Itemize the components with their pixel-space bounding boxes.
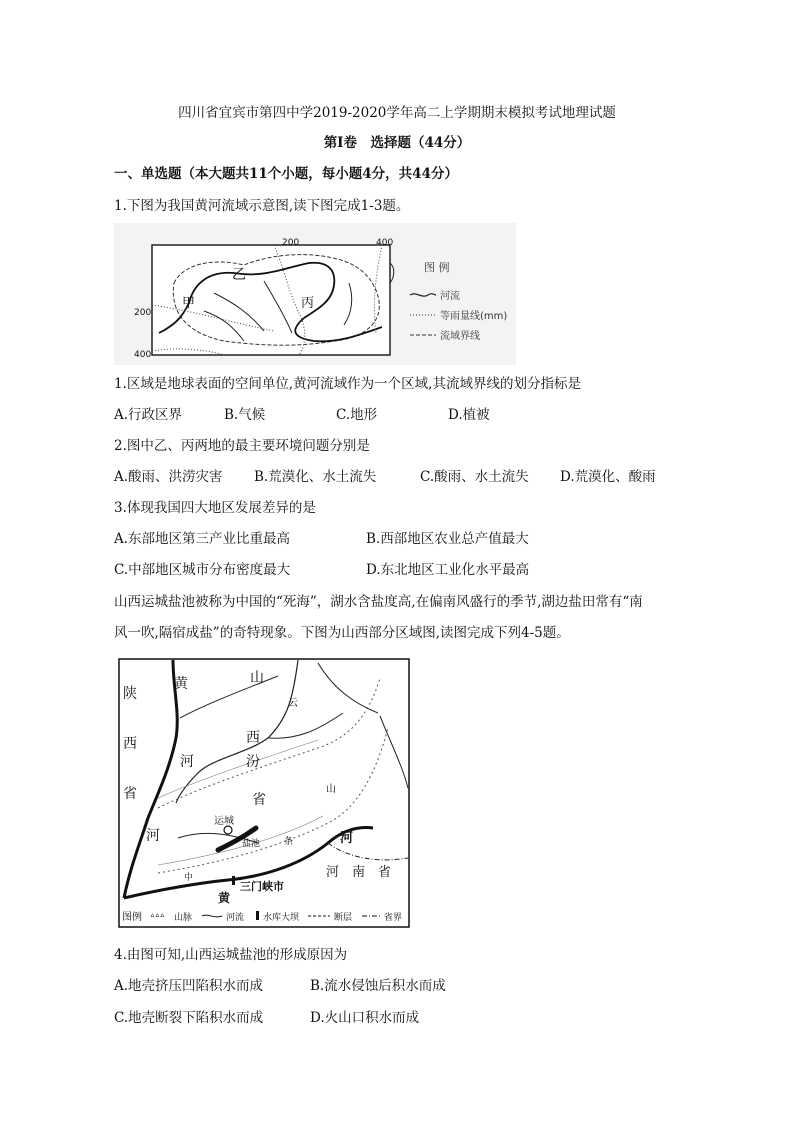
question-3-option-b: B.西部地区农业总产值最大 [366, 531, 529, 547]
question-intro-1: 1.下图为我国黄河流域示意图,读下图完成1-3题。 [114, 198, 410, 214]
map1-label-bing: 丙 [301, 296, 315, 311]
map1-isohyet-400-left: 400 [134, 350, 152, 360]
map2-label-yuncheng: 运城 [214, 816, 234, 827]
shanxi-region-map [118, 658, 410, 928]
question-1-option-d: D.植被 [448, 407, 490, 423]
map2-legend-boundary: 省界 [384, 913, 403, 923]
question-4-option-c: C.地壳断裂下陷积水而成 [114, 1010, 264, 1026]
question-1-option-a: A.行政区界 [114, 407, 183, 423]
map2-legend-river: 河流 [226, 913, 245, 923]
map1-legend-isohyet: 等雨量线(mm) [440, 311, 508, 322]
question-2-option-b: B.荒漠化、水土流失 [254, 469, 377, 485]
intro-2-line-2: 风一吹,隔宿成盐”的奇特现象。下图为山西部分区域图,读图完成下列4-5题。 [114, 625, 570, 641]
question-2-option-c: C.酸雨、水土流失 [420, 469, 529, 485]
question-1-option-c: C.地形 [336, 407, 378, 423]
map2-legend-fault: 断层 [334, 913, 353, 923]
map2-label-shan-right: 山 [326, 784, 336, 795]
map1-legend-river: 河流 [440, 291, 460, 302]
intro-2-line-1: 山西运城盐池被称为中国的“死海”，湖水含盐度高,在偏南风盛行的季节,湖边盐田常有“南 [114, 594, 643, 610]
map2-label-he-mid: 河 [180, 754, 194, 770]
map2-label-he-left: 河 [146, 828, 160, 844]
map2-label-shaan: 陕 [123, 686, 137, 702]
question-1-stem: 1.区域是地球表面的空间单位,黄河流域作为一个区域,其流域界线的划分指标是 [114, 376, 581, 392]
map1-legend-boundary: 流域界线 [440, 331, 480, 342]
map2-legend-dam: 水库大坝 [263, 913, 300, 923]
map2-label-sheng-left: 省 [123, 786, 137, 802]
question-3-option-a: A.东部地区第三产业比重最高 [114, 531, 291, 547]
question-4-option-b: B.流水侵蚀后积水而成 [310, 978, 446, 994]
yuncheng-city-marker [224, 826, 232, 834]
part-heading: 一、单选题（本大题共11个小题，每小题4分，共44分） [114, 166, 458, 182]
map2-label-sheng-mid: 省 [252, 792, 266, 808]
map1-isohyet-200-left: 200 [134, 308, 152, 318]
map1-legend-title: 图 例 [424, 261, 450, 274]
map2-label-he-right: 河 [340, 831, 354, 846]
map2-label-yun: 云 [288, 698, 298, 709]
map2-label-henan: 河 南 省 [326, 865, 392, 880]
map1-label-jia: 甲 [182, 296, 196, 311]
question-4-stem: 4.由图可知,山西运城盐池的形成原因为 [114, 947, 348, 963]
map1-isohyet-200-top: 200 [282, 238, 300, 248]
map2-label-huang-top: 黄 [174, 676, 188, 692]
dam-legend-icon [256, 911, 259, 920]
map2-label-shan-top: 山 [250, 670, 264, 686]
question-3-stem: 3.体现我国四大地区发展差异的是 [114, 500, 316, 516]
question-3-option-c: C.中部地区城市分布密度最大 [114, 562, 291, 578]
question-1-option-b: B.气候 [224, 407, 266, 423]
map2-label-huang-low: 黄 [218, 891, 231, 905]
question-3-option-d: D.东北地区工业化水平最高 [366, 562, 530, 578]
yellow-river-basin-map [114, 223, 516, 365]
map2-label-fen: 汾 [246, 754, 260, 770]
section-title: 第Ⅰ卷 选择题（44分） [323, 135, 471, 151]
map2-legend-mountain: 山脉 [174, 913, 193, 923]
map1-label-yi: 乙 [232, 267, 246, 283]
question-2-option-a: A.酸雨、洪涝灾害 [114, 469, 223, 485]
map2-label-xi-mid: 西 [246, 730, 260, 746]
question-2-option-d: D.荒漠化、酸雨 [560, 469, 656, 485]
exam-title: 四川省宜宾市第四中学2019-2020学年高二上学期期末模拟考试地理试题 [178, 105, 616, 121]
question-4-option-a: A.地壳挤压凹陷积水而成 [114, 978, 264, 994]
question-2-stem: 2.图中乙、丙两地的最主要环境问题分别是 [114, 438, 370, 454]
map2-label-zhong: 中 [184, 873, 194, 883]
map2-label-sanmenxia: 三门峡市 [240, 880, 284, 893]
map2-label-xi-left: 西 [123, 736, 137, 752]
map1-isohyet-400-top: 400 [376, 238, 394, 248]
dam-marker [232, 876, 235, 885]
mountain-legend-icon: ᐞᐞᐞ [150, 913, 165, 923]
map2-legend-title: 图例 [122, 912, 142, 923]
question-4-option-d: D.火山口积水而成 [310, 1010, 420, 1026]
map2-label-tiao: 条 [284, 837, 294, 847]
map2-label-yanchi: 盐池 [242, 839, 261, 849]
